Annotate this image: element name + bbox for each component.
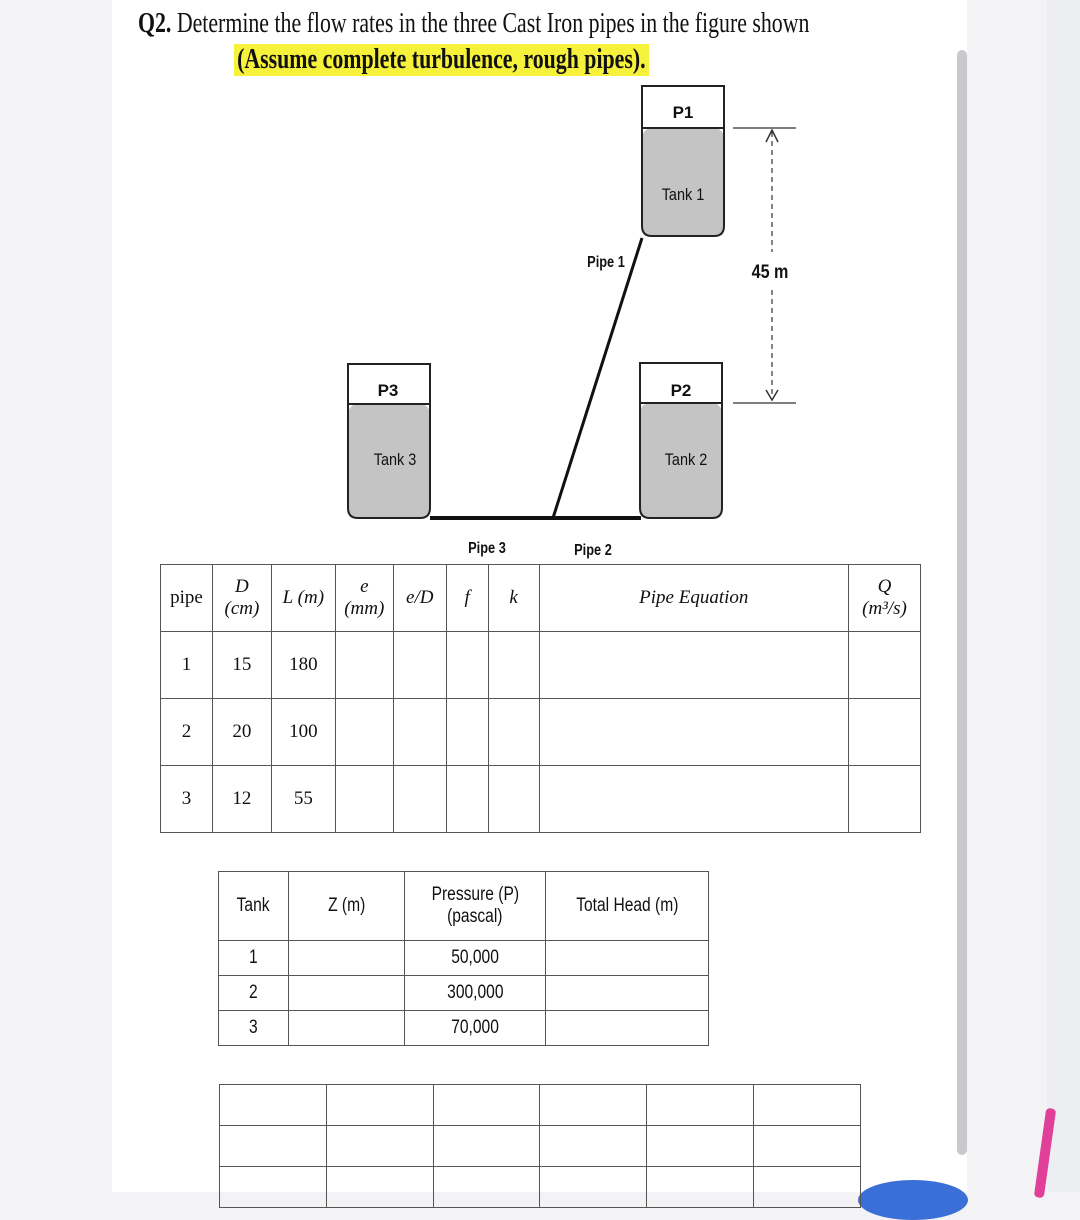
cell-pipe: 3 <box>161 766 213 833</box>
cell-empty <box>849 632 921 699</box>
table-row <box>219 941 709 976</box>
cell-diameter: 12 <box>212 766 271 833</box>
tank-data-table <box>218 871 709 1046</box>
cell-empty <box>220 1126 327 1167</box>
table-row <box>219 1011 709 1046</box>
pipe-data-table <box>160 564 921 833</box>
header-elevation: Z (m) <box>288 872 404 941</box>
cell-tank: 2 <box>219 976 289 1011</box>
cell-empty <box>433 1126 540 1167</box>
header-flow-rate: Q (m³/s) <box>849 565 921 632</box>
cell-empty <box>754 1167 861 1208</box>
cell-empty <box>647 1085 754 1126</box>
cell-empty <box>446 766 488 833</box>
cell-pipe: 2 <box>161 699 213 766</box>
header-diameter: D (cm) <box>212 565 271 632</box>
cell-empty <box>446 699 488 766</box>
cell-empty <box>539 766 848 833</box>
cell-empty <box>335 766 393 833</box>
pipe-3-label: Pipe 3 <box>468 539 506 558</box>
floating-action-button[interactable] <box>858 1180 968 1220</box>
table-row <box>220 1126 861 1167</box>
cell-empty <box>540 1126 647 1167</box>
question-text: Determine the flow rates in the three Cast Iron pipes in the figure shown <box>171 8 810 39</box>
cell-diameter: 15 <box>212 632 271 699</box>
cell-diameter: 20 <box>212 699 271 766</box>
cell-empty <box>288 941 404 976</box>
cell-pressure: 50,000 <box>404 941 546 976</box>
p3-label: P3 <box>377 381 399 400</box>
cell-empty <box>326 1126 433 1167</box>
cell-empty <box>288 1011 404 1046</box>
cell-tank: 1 <box>219 941 289 976</box>
cell-empty <box>220 1167 327 1208</box>
cell-length: 55 <box>271 766 335 833</box>
table-row <box>161 632 921 699</box>
p1-label: P1 <box>672 103 694 122</box>
cell-pipe: 1 <box>161 632 213 699</box>
cell-length: 100 <box>271 699 335 766</box>
tank-2-label: Tank 2 <box>664 450 708 470</box>
assumption-highlight: (Assume complete turbulence, rough pipes). <box>234 44 649 76</box>
cell-empty <box>539 699 848 766</box>
table-row <box>161 766 921 833</box>
header-roughness: e (mm) <box>335 565 393 632</box>
cell-empty <box>647 1126 754 1167</box>
header-pressure: Pressure (P)(pascal) <box>404 872 546 941</box>
header-total-head: Total Head (m) <box>546 872 709 941</box>
cell-empty <box>540 1167 647 1208</box>
cell-empty <box>335 632 393 699</box>
header-length: L (m) <box>271 565 335 632</box>
header-tank: Tank <box>219 872 289 941</box>
cell-empty <box>488 632 539 699</box>
cell-length: 180 <box>271 632 335 699</box>
table-row <box>220 1167 861 1208</box>
pipe-2-label: Pipe 2 <box>574 541 612 560</box>
pipe-1-label: Pipe 1 <box>587 253 625 272</box>
cell-empty <box>326 1085 433 1126</box>
cell-empty <box>849 699 921 766</box>
header-k: k <box>488 565 539 632</box>
cell-empty <box>647 1167 754 1208</box>
table-row <box>219 976 709 1011</box>
header-pipe: pipe <box>161 565 213 632</box>
cell-empty <box>488 766 539 833</box>
cell-empty <box>335 699 393 766</box>
cell-empty <box>754 1126 861 1167</box>
cell-pressure: 300,000 <box>404 976 546 1011</box>
cell-tank: 3 <box>219 1011 289 1046</box>
cell-empty <box>393 766 446 833</box>
tank-3-label: Tank 3 <box>373 450 417 470</box>
cell-empty <box>433 1085 540 1126</box>
pipe-1-line <box>553 238 642 518</box>
cell-empty <box>288 976 404 1011</box>
cell-empty <box>546 941 709 976</box>
cell-empty <box>546 1011 709 1046</box>
table-header-row <box>161 565 921 632</box>
height-label: 45 m <box>751 260 789 283</box>
tank-pipe-figure <box>0 0 1080 570</box>
header-pipe-equation: Pipe Equation <box>539 565 848 632</box>
cell-empty <box>539 632 848 699</box>
cell-pressure: 70,000 <box>404 1011 546 1046</box>
cell-empty <box>393 632 446 699</box>
header-relative-roughness: e/D <box>393 565 446 632</box>
cell-empty <box>326 1167 433 1208</box>
table-row <box>161 699 921 766</box>
header-friction-factor: f <box>446 565 488 632</box>
tank-1-fluid <box>642 128 724 236</box>
table-row <box>220 1085 861 1126</box>
cell-empty <box>446 632 488 699</box>
cell-empty <box>540 1085 647 1126</box>
cell-empty <box>488 699 539 766</box>
cell-empty <box>433 1167 540 1208</box>
cell-empty <box>393 699 446 766</box>
cell-empty <box>220 1085 327 1126</box>
blank-work-table <box>219 1084 861 1208</box>
cell-empty <box>754 1085 861 1126</box>
question-number: Q2. <box>138 8 172 39</box>
table-header-row <box>219 872 709 941</box>
cell-empty <box>849 766 921 833</box>
cell-empty <box>546 976 709 1011</box>
tank-1-label: Tank 1 <box>661 185 705 205</box>
p2-label: P2 <box>670 381 692 400</box>
